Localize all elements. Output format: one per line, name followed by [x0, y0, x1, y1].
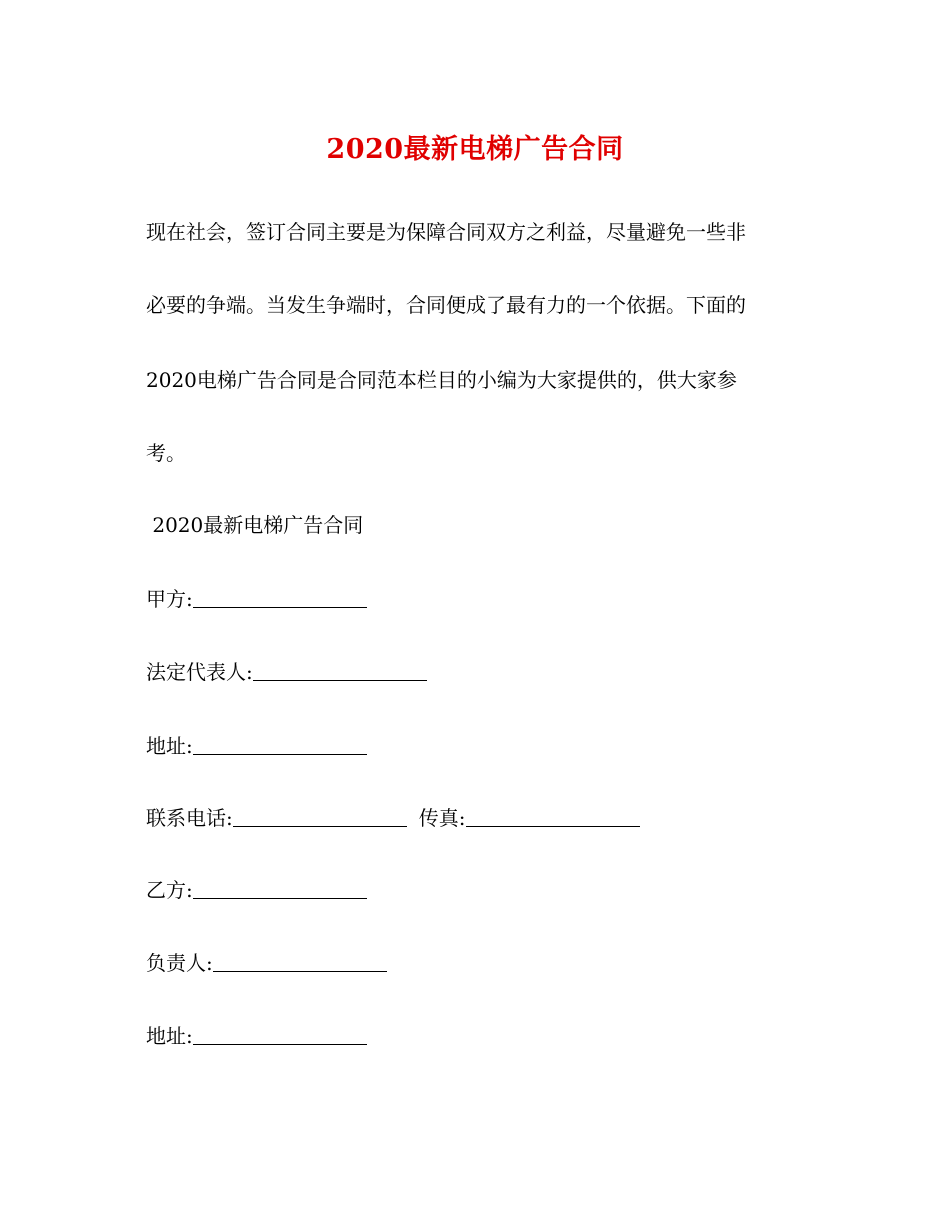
- party-a-blank: [193, 587, 367, 608]
- legal-rep-blank: [253, 660, 427, 681]
- address-b-blank: [193, 1024, 367, 1045]
- contract-subtitle: 2020最新电梯广告合同: [146, 513, 364, 537]
- address-a-label: 地址:: [146, 734, 193, 758]
- intro-line-1: 现在社会，签订合同主要是为保障合同双方之利益，尽量避免一些非: [146, 220, 746, 244]
- party-b-label: 乙方:: [146, 878, 193, 902]
- phone-fax-row: [146, 803, 816, 833]
- phone-label: 联系电话:: [146, 806, 233, 830]
- phone-blank: [233, 806, 407, 827]
- party-a-label: 甲方:: [146, 587, 193, 611]
- intro-line-2: 必要的争端。当发生争端时，合同便成了最有力的一个依据。下面的: [146, 293, 746, 317]
- address-a-blank: [193, 734, 367, 755]
- intro-line-4: 考。: [146, 441, 186, 465]
- party-a-row: [146, 584, 816, 614]
- address-b-row: [146, 1021, 816, 1051]
- legal-rep-row: [146, 657, 816, 687]
- intro-line-3: 2020电梯广告合同是合同范本栏目的小编为大家提供的，供大家参: [146, 368, 737, 392]
- legal-rep-label: 法定代表人:: [146, 660, 253, 684]
- document-title: 2020最新电梯广告合同: [326, 134, 624, 165]
- fax-blank: [466, 806, 640, 827]
- party-b-blank: [193, 878, 367, 899]
- party-b-row: [146, 875, 816, 905]
- responsible-blank: [213, 951, 387, 972]
- address-b-label: 地址:: [146, 1024, 193, 1048]
- responsible-label: 负责人:: [146, 951, 213, 975]
- responsible-row: [146, 948, 816, 978]
- fax-label: 传真:: [418, 806, 466, 830]
- address-a-row: [146, 731, 816, 761]
